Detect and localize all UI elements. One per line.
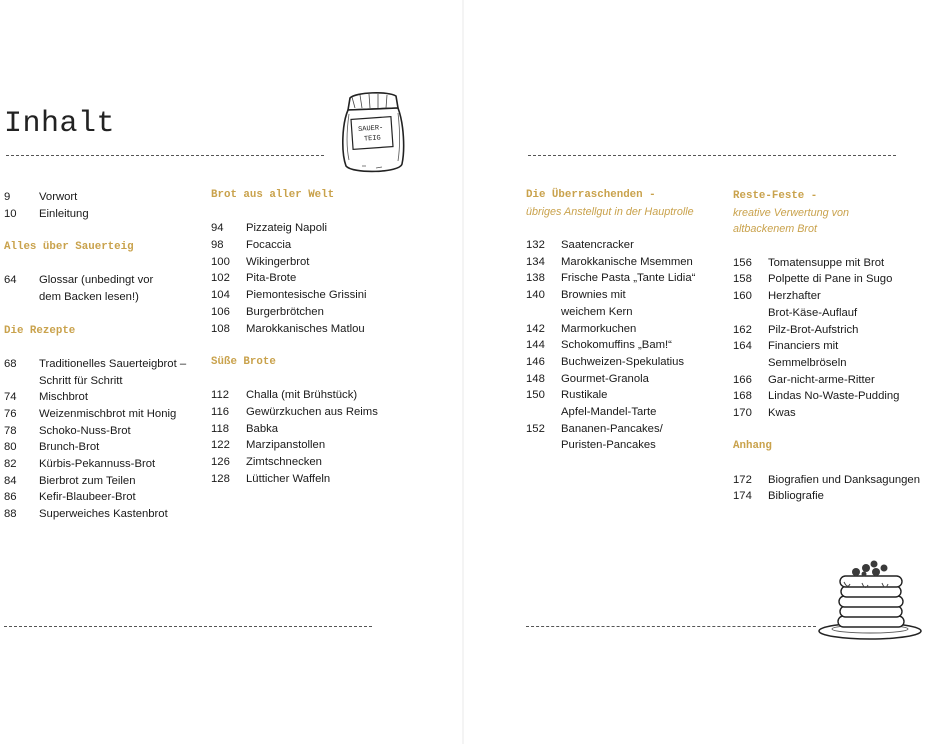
page-number: 146 <box>526 355 545 368</box>
page-number: 162 <box>733 323 752 336</box>
entry-title: Rustikale <box>561 389 608 402</box>
entry-title: Brunch-Brot <box>39 441 100 454</box>
entry-title: Bierbrot zum Teilen <box>39 474 136 487</box>
entry-title: Pita-Brote <box>246 272 297 285</box>
toc-entry-tarte-cont[interactable] <box>526 404 726 421</box>
entry-title: dem Backen lesen!) <box>39 291 139 304</box>
toc-entry-biografien[interactable] <box>733 472 929 489</box>
entry-title: Gewürzkuchen aus Reims <box>246 405 378 418</box>
page-number: 168 <box>733 390 752 403</box>
entry-title: Buchweizen-Spekulatius <box>561 355 685 368</box>
entry-title: Wikingerbrot <box>246 255 310 268</box>
toc-entry-msemmen[interactable] <box>526 254 726 271</box>
toc-entry-glossar[interactable] <box>4 272 204 289</box>
page-number: 158 <box>733 273 752 286</box>
page-number: 174 <box>733 490 752 503</box>
toc-entry-kwas[interactable] <box>733 405 929 422</box>
page-number: 108 <box>211 322 230 335</box>
pancake-stack-illustration <box>814 558 930 644</box>
section-heading-welt[interactable]: Brot aus aller Welt <box>211 189 335 201</box>
sourdough-jar-illustration <box>336 88 410 180</box>
toc-entry-kuerbis-brot[interactable] <box>4 456 204 473</box>
toc-entry-schokomuffins[interactable] <box>526 337 726 354</box>
toc-entry-aufstrich[interactable] <box>733 322 929 339</box>
toc-column-2 <box>211 187 411 487</box>
toc-entry-kefir-brot[interactable] <box>4 489 204 506</box>
toc-column-1 <box>4 189 204 523</box>
entry-title: Glossar (unbedingt vor <box>39 274 154 287</box>
divider-top-left <box>6 155 324 156</box>
page-number: 9 <box>4 191 11 203</box>
entry-title: Bibliografie <box>768 490 824 503</box>
divider-top-right <box>528 155 896 156</box>
entry-title: Semmelbröseln <box>768 356 847 369</box>
section-heading-anhang[interactable]: Anhang <box>733 440 772 453</box>
page-number: 94 <box>211 222 224 235</box>
toc-entry-saatencracker[interactable] <box>526 237 726 254</box>
section-subtitle-reste-2: altbackenem Brot <box>733 223 818 236</box>
page-number: 138 <box>526 272 545 285</box>
entry-title: Brownies mit <box>561 289 626 302</box>
toc-entry-schoko-nuss-brot[interactable] <box>4 423 204 440</box>
toc-entry-kastenbrot[interactable] <box>4 506 204 523</box>
section-heading-ueberraschenden[interactable]: Die Überraschenden - <box>526 189 656 201</box>
page-number: 142 <box>526 322 545 335</box>
page-number: 78 <box>4 424 17 437</box>
toc-entry-einleitung[interactable] <box>4 206 204 223</box>
toc-entry-sauerteigbrot-cont[interactable] <box>4 373 204 390</box>
page-number: 170 <box>733 406 752 419</box>
jar-label-line2: TEIG <box>363 134 382 144</box>
page-number: 132 <box>526 239 545 252</box>
page-number: 102 <box>211 272 230 285</box>
toc-entry-tomatensuppe[interactable] <box>733 255 929 272</box>
entry-title: Herzhafter <box>768 290 821 303</box>
divider-bottom-left <box>4 626 372 627</box>
toc-entry-burgerbroetchen[interactable] <box>211 304 411 321</box>
entry-title: Apfel-Mandel-Tarte <box>561 405 657 418</box>
entry-title: Zimtschnecken <box>246 456 322 468</box>
divider-bottom-right <box>526 626 816 627</box>
entry-title: Marokkanisches Matlou <box>246 322 365 335</box>
entry-title: Pilz-Brot-Aufstrich <box>768 323 859 336</box>
page-number: 148 <box>526 372 545 385</box>
entry-title: Brot-Käse-Auflauf <box>768 306 858 319</box>
entry-title: Kefir-Blaubeer-Brot <box>39 491 136 504</box>
page-number: 104 <box>211 289 230 302</box>
page-number: 74 <box>4 391 17 404</box>
toc-entry-pita-brote[interactable] <box>211 270 411 287</box>
section-subtitle-ueberraschenden: übriges Anstellgut in der Hauptrolle <box>526 205 694 218</box>
toc-entry-glossar-cont[interactable] <box>4 289 204 306</box>
toc-entry-granola[interactable] <box>526 371 726 388</box>
entry-title: Marzipanstollen <box>246 439 326 452</box>
section-heading-suesse[interactable]: Süße Brote <box>211 355 276 368</box>
toc-entry-auflauf[interactable] <box>733 288 929 305</box>
toc-entry-brownies-cont[interactable] <box>526 304 726 321</box>
entry-title: Mischbrot <box>39 391 88 404</box>
toc-entry-challa[interactable] <box>211 387 411 404</box>
page-number: 68 <box>4 357 17 370</box>
page-number: 152 <box>526 422 545 435</box>
page-number: 112 <box>211 389 230 402</box>
entry-title: weichem Kern <box>561 305 633 318</box>
toc-entry-pancakes-cont[interactable] <box>526 437 726 454</box>
page-title: Inhalt <box>4 107 116 141</box>
jar-label-line1: SAUER- <box>357 124 384 134</box>
toc-entry-wikingerbrot[interactable] <box>211 254 411 271</box>
toc-entry-pizzateig[interactable] <box>211 220 411 237</box>
page-number: 10 <box>4 207 17 220</box>
page-number: 140 <box>526 289 545 302</box>
toc-entry-brunch-brot[interactable] <box>4 439 204 456</box>
entry-title: Superweiches Kastenbrot <box>39 508 168 521</box>
page-number: 76 <box>4 407 17 420</box>
entry-title: Burgerbrötchen <box>246 305 324 318</box>
page-number: 106 <box>211 305 230 318</box>
toc-entry-polpette[interactable] <box>733 271 929 288</box>
entry-title: Frische Pasta „Tante Lidia“ <box>561 272 696 285</box>
toc-entry-financiers[interactable] <box>733 338 929 355</box>
entry-title: Lütticher Waffeln <box>246 472 331 485</box>
entry-title: Puristen-Pancakes <box>561 439 656 452</box>
entry-title: Marmorkuchen <box>561 322 637 335</box>
entry-title: Challa (mit Brühstück) <box>246 389 358 402</box>
page-gutter <box>462 0 464 744</box>
page-number: 166 <box>733 373 752 386</box>
toc-entry-pancakes[interactable] <box>526 421 726 438</box>
toc-entry-auflauf-cont[interactable] <box>733 305 929 322</box>
toc-entry-tarte[interactable] <box>526 387 726 404</box>
page-number: 84 <box>4 474 17 487</box>
entry-title: Marokkanische Msemmen <box>561 255 693 268</box>
page-number: 172 <box>733 473 752 486</box>
entry-title: Lindas No-Waste-Pudding <box>768 390 900 403</box>
page-number: 122 <box>211 439 230 452</box>
entry-title: Einleitung <box>39 207 89 220</box>
toc-entry-weizenmischbrot[interactable] <box>4 406 204 423</box>
entry-title: Biografien und Danksagungen <box>768 473 920 486</box>
entry-title: Bananen-Pancakes/ <box>561 422 663 435</box>
entry-title: Schoko-Nuss-Brot <box>39 424 131 437</box>
entry-title: Saatencracker <box>561 239 634 252</box>
toc-entry-marzipanstollen[interactable] <box>211 437 411 454</box>
page-number: 164 <box>733 340 752 353</box>
toc-entry-brownies[interactable] <box>526 287 726 304</box>
toc-entry-babka[interactable] <box>211 421 411 438</box>
page-number: 82 <box>4 458 17 470</box>
entry-title: Tomatensuppe mit Brot <box>768 256 885 269</box>
toc-entry-spekulatius[interactable] <box>526 354 726 371</box>
page-number: 88 <box>4 508 17 521</box>
section-heading-reste[interactable]: Reste-Feste - <box>733 190 818 202</box>
toc-entry-focaccia[interactable] <box>211 237 411 254</box>
toc-column-3 <box>526 187 726 454</box>
section-heading-rezepte[interactable]: Die Rezepte <box>4 324 76 337</box>
page-number: 118 <box>211 422 230 435</box>
page-number: 156 <box>733 256 752 269</box>
entry-title: Gar-nicht-arme-Ritter <box>768 373 875 386</box>
section-heading-sauerteig[interactable]: Alles über Sauerteig <box>4 241 134 254</box>
entry-title: Focaccia <box>246 239 292 252</box>
toc-entry-zimtschnecken[interactable] <box>211 454 411 471</box>
page-number: 98 <box>211 239 224 252</box>
toc-entry-gewuerzkuchen[interactable] <box>211 404 411 421</box>
entry-title: Kwas <box>768 406 796 419</box>
entry-title: Vorwort <box>39 191 78 203</box>
page-number: 160 <box>733 290 752 303</box>
toc-entry-bibliografie[interactable] <box>733 488 929 505</box>
page-number: 80 <box>4 441 17 454</box>
toc-entry-mischbrot[interactable] <box>4 389 204 406</box>
toc-entry-ritter[interactable] <box>733 372 929 389</box>
toc-entry-grissini[interactable] <box>211 287 411 304</box>
page-number: 128 <box>211 472 230 485</box>
page-number: 116 <box>211 405 230 418</box>
page-number: 134 <box>526 255 545 268</box>
entry-title: Polpette di Pane in Sugo <box>768 273 893 286</box>
entry-title: Weizenmischbrot mit Honig <box>39 407 177 420</box>
section-subtitle-reste-1: kreative Verwertung von <box>733 206 850 219</box>
toc-entry-pasta[interactable] <box>526 270 726 287</box>
page-number: 150 <box>526 389 545 402</box>
entry-title: Financiers mit <box>768 340 839 353</box>
entry-title: Gourmet-Granola <box>561 372 649 385</box>
toc-entry-marmorkuchen[interactable] <box>526 321 726 338</box>
toc-entry-pudding[interactable] <box>733 388 929 405</box>
toc-entry-bierbrot[interactable] <box>4 473 204 490</box>
toc-entry-sauerteigbrot[interactable] <box>4 356 204 373</box>
toc-entry-matlou[interactable] <box>211 321 411 338</box>
entry-title: Traditionelles Sauerteigbrot – <box>39 357 187 370</box>
page-number: 126 <box>211 456 230 468</box>
toc-entry-waffeln[interactable] <box>211 471 411 488</box>
entry-title: Schritt für Schritt <box>39 374 123 387</box>
entry-title: Piemontesische Grissini <box>246 289 367 302</box>
entry-title: Schokomuffins „Bam!“ <box>561 339 672 352</box>
page-number: 144 <box>526 339 545 352</box>
page-number: 64 <box>4 274 17 287</box>
entry-title: Kürbis-Pekannuss-Brot <box>39 458 156 470</box>
entry-title: Pizzateig Napoli <box>246 222 328 235</box>
toc-entry-vorwort[interactable] <box>4 189 204 206</box>
entry-title: Babka <box>246 422 279 435</box>
page-number: 86 <box>4 491 17 504</box>
toc-entry-financiers-cont[interactable] <box>733 355 929 372</box>
page-number: 100 <box>211 255 230 268</box>
toc-column-4 <box>733 188 929 505</box>
